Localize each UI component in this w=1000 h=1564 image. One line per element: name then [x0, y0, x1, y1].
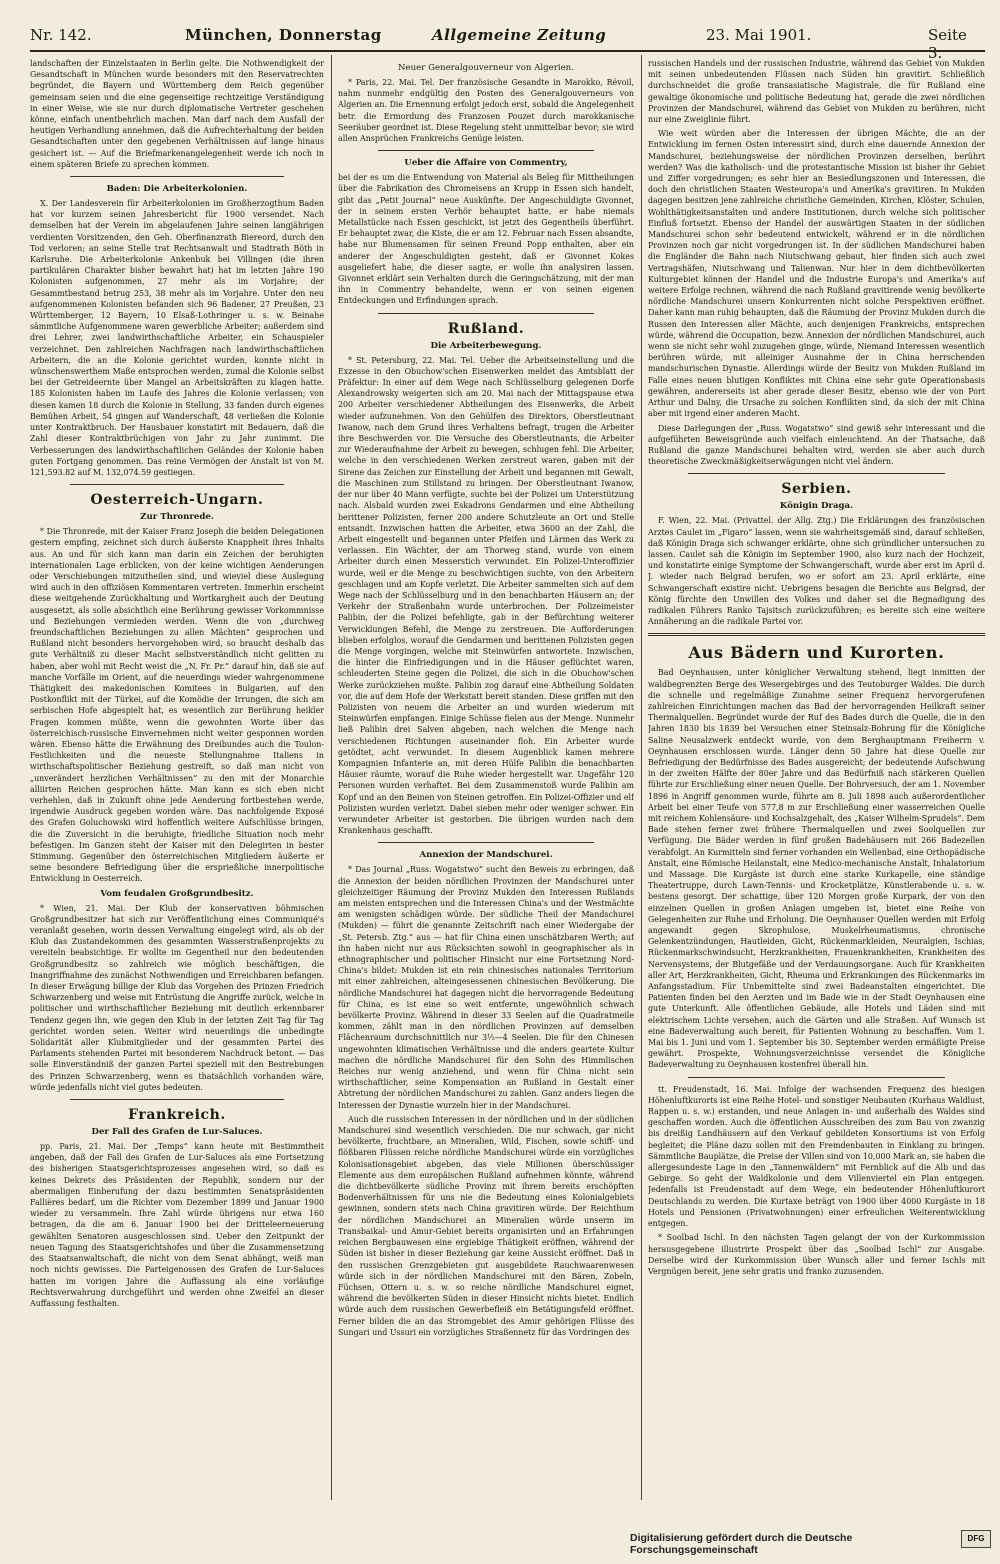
- article-subheading: Vom feudalen Großgrundbesitz.: [100, 888, 254, 899]
- divider: [378, 842, 594, 843]
- digitization-credit: Digitalisierung gefördert durch die Deutsche Forschungsgemeinschaft: [630, 1532, 853, 1556]
- column-divider: [641, 55, 642, 1500]
- article-paragraph: Diese Darlegungen der „Russ. Wogatstwo“ sind gewiß sehr interessant und die aufgeführten Beweisgründe auch vielfach einleuchtend. An der Thatsache, daß Rußland die ganze Mandschurei behalten wird, werden sie aber auch durch theoretische Zweckmäßigkeitserwägungen nicht viel ändern.: [648, 423, 985, 467]
- article-paragraph: Auch die russischen Interessen in der nördlichen und in der südlichen Mandschurei sind wesentlich verschieden. Die nur schwach, gar nicht bevölkerte, fruchtbare, an Mineralien, Wild, Fischen, sowie schiff- und flößbaren Flüssen reiche nördliche Mandschurei würde ein vorzügliches Kolonisationsgebiet abgeben, das viele Millionen überschüssiger Elemente aus dem europäischen Rußland aufnehmen könnte, während die dichtbevölkerte südliche Provinz mit ihrem bereits erschöpften Bodenverhältnissen für uns nie die Bedeutung eines Kolonialgebiets gewinnen, sondern stets nach China gravitiren würde. Der Reichthum der nördlichen Mandschurei an Mineralien würde unserm im Transbaikal- und Amur-Gebiet bereits organisirten und an Erfahrungen reichen Bergbauwesen eine ergiebige Thätigkeit eröffnen, während der Süden ist bisher in dieser Beziehung gar keine Aussicht eröffnet. Daß in den russischen Grenzgebieten gut ausgebildete Rauchwaarenwesen würde sich in der nördlichen Mandschurei mit den Bären, Zobeln, Füchsen, Ottern u. s. w. so reiche nördliche Mandschurei eignet, während die bevölkerten Süden in dieser Hinsicht nichts bietet. Endlich würde auch dem russischen Gewerbefleiß ein Betätigungsfeld eröffnet. Ferner bilden die an das Stromgebiet des Amur gehörigen Flüsse des Sungari und Ussuri ein vorzügliches Straßennetz für das Vordringen des: [338, 1114, 634, 1337]
- article-heading: Ueber die Affaire von Commentry,: [404, 158, 568, 169]
- article-paragraph: landschaften der Einzelstaaten in Berlin gelte. Die Nothwendigkeit der Gesandtschaft in München wurde besonders mit den Reservatrechten begründet, die Bayern und Württemberg dem Reich gegenüber gemeinsam seien und die eine gegenseitige rechtzeitige Verständigung in einer Weise, wie sie nur durch diplomatische Vertreter geschehen könne, einfach unentbehrlich machen. Man darf nach dem Ausfall der heutigen Verhandlung annehmen, daß die Aufrechterhaltung der beiden Gesandtschaften unter den gegebenen Verhältnissen auf lange hinaus gesichert ist. — Auf die Briefmarkenangelegenheit werde ich noch in einem späteren Briefe zu sprechen kommen.: [30, 59, 324, 169]
- article-subheading: Königin Draga.: [779, 501, 854, 512]
- article-paragraph: * Das Journal „Russ. Wogatstwo“ sucht den Beweis zu erbringen, daß die Annexion der beiden nördlichen Provinzen der Mandschurei unter gleichzeitiger Räumung der Provinz Mukden den Interessen Rußlands am meisten entsprechen und die Interessen China's und der Westmächte am wenigsten schädigen würde. Der südliche Theil der Mandschurei (Mukden) — führt die genannte Zeitschrift nach einer Wiedergabe der „St. Petersb. Ztg.“ aus — hat für China einen unschätzbaren Werth; auf ihn haben nicht nur aus Rücksichten sowohl in geographischer als in ethnographischer und politischer Hinsicht nur eine Fortsetzung Nord-China's bildet: Mukden ist ein rein chinesisches nationales Territorium mit einer zahlreichen, alteingesessenen chinesischen Bevölkerung. Die nördliche Mandschurei hat dagegen nicht die hervorragende Bedeutung für China, es ist eine so weit entfernte, ungewöhnlich schwach bevölkerte Provinz. Während in dieser 33 Seelen auf die Quadratmeile kommen, zählt man in den nördlichen Provinzen auf demselben Flächenraum durchschnittlich nur 3½—4 Seelen. Die für den Chinesen ungewohnten klimatischen Verhältnisse und die anders geartete Kultur machen die nördliche Mandschurei für den Sohn des Himmlischen Reiches nur wenig anziehend, und wenn für China nicht sein wirthschaftlicher, seine Kompensation an Rußland in Gestalt einer Abtretung der nördlichen Mandschurei zu zahlen. Ganz anders liegen die Interessen der Dynastie wurzeln hier in der Mandschurei.: [338, 865, 634, 1110]
- article-paragraph: * Soolbad Ischl. In den nächsten Tagen gelangt der von der Kurkommission herausgegebene illustrirte Prospekt über das „Soolbad Ischl“ zur Ausgabe. Derselbe wird der Kurkommission über Wunsch aller und ferner Ischls mit Vergnügen bereit, jene sehr gratis und franko zuzusenden.: [648, 1233, 985, 1276]
- divider: [378, 313, 594, 314]
- divider: [378, 150, 594, 151]
- column-3: [648, 58, 985, 1498]
- article-paragraph: Bad Oeynhausen, unter königlicher Verwaltung stehend, liegt inmitten der waldbegrenzten Berge des Wesergebirges und des Teutoburger Waldes. Die durch die schnelle und regelmäßige Zunahme seiner Frequenz hervorgerufenen zahlreichen Einrichtungen machen das Bad der hervorragenden Heilkraft seiner Thermalquellen. Begründet wurde der Ruf des Bades durch die Quelle, die in den Jahren 1830 bis 1839 bei Versuchen einer Steinsalz-Bohrung für die Königliche Saline Neusalzwerk entdeckt wurde, von dem Berghauptmann Freiherrn v. Oeynhausen erschlossen wurde. Länger denn 50 Jahre hat diese Quelle zur Befriedigung der Bedürfnisse des Bades ausgereicht; der bedeutende Aufschwung in der zweiten Hälfte der 80er Jahre und das Bedürfniß nach stärkeren Quellen führte zur Erschließung einer neuen Quelle. Der Bohrversuch, der am 1. November 1896 in Angriff genommen wurde, führte am 8. Juli 1898 auch außerordentlicher Arbeit bei einer Teufe von 577,8 m zur Erschließung einer wasserreichen Quelle mit reichem Kohlensäure- und Kochsalzgehalt, des „Kaiser Wilhelm-Sprudels“. Dem Bade stehen ferner zwei frühere Thermalquellen und zwei Soolquellen zur Verfügung. Die Bäder werden in fünf großen Badehäusern mit 266 Badezellen verabfolgt. An Kurmitteln sind ferner vorhanden ein Wellenbad, eine Orthopädische Anstalt, eine Römische Heilanstalt, eine Medico-mechanische Anstalt, Inhalatorium und Massage. Die Kurgäste ist durch eine starke Kurkapelle, eine ständige Theatertruppe, durch Lawn-Tennis- und Krocketplätze, Künstlerabende u. s. w. bestens gesorgt. Der schattige, über 120 Morgen große Kurpark, der von den einzelnen Quellen in großen Anlagen umgeben ist, bietet eine Reihe von Gelegenheiten zur Ruhe und Erholung. Die Oeynhauser Quellen werden mit Erfolg angewandt gegen Skrophulose, Muskelrheumatismus, chronische Gelenkentzündungen, Hautleiden, Gicht, Rückenmarkleiden, Neuralgien, Ischias, Rückenmarkschwindsucht, Herzkrankheiten, Frauenkrankheiten, Krankheiten des Nervensystems, der Blutgefäße und der Verdauungsorgane. Auch für Krankheiten aller Art, Herzkrankheiten, Gicht, Rheuma und Erkrankungen des Rückenmarks im Anfangsstadium. Für Unbemittelte sind zwei Badeanstalten eingerichtet. Die Patienten finden bei den Aerzten und im Bade wie in der Stadt Oeynhausen eine gute Unterkunft. Alle öffentlichen Gebäude, alle Hotels und Läden sind mit elektrischem Lichte versehen, auch die Gärten und alle Straßen. Auf Wunsch ist eine Badeverwaltung auch bereit, für Patienten Wohnung zu beschaffen. Vom 1. Mai bis 1. Juni und vom 1. September bis 30. September werden ermäßigte Preise gewährt. Prospekte, Wohnungsverzeichnisse versendet die Königliche Badeverwaltung zu Oeynhausen kostenfrei überall hin.: [648, 668, 985, 1070]
- page-number: Seite 3.: [928, 26, 967, 62]
- newspaper-title: Allgemeine Zeitung: [432, 26, 607, 44]
- issue-number: Nr. 142.: [30, 26, 92, 44]
- section-heading-frankreich: Frankreich.: [128, 1107, 226, 1124]
- column-1: [30, 58, 324, 1498]
- article-subheading: Die Arbeiterbewegung.: [430, 340, 542, 351]
- article-subheading: Der Fall des Grafen de Lur-Saluces.: [91, 1127, 263, 1138]
- article-paragraph: * Wien, 21. Mai. Der Klub der konservativen böhmischen Großgrundbesitzer hat sich zur Veröffentlichung eines Communiqué's veranlaßt gesehen, worin dessen Verwaltung eingelegt wird, als ob der Klub das Zustandekommen des gesammten Wasserstraßenprojekts zu vereiteln beabsichtige. Er wollte im Gegentheil nur den bedeutenden Großgrundbesitz so zahlreich wie möglich beschäftigen, die Inangriffnahme des zunächst Nothwendigen und Erreichbaren befangen. In dieser Erwägung billige der Klub das Vorgehen des Prinzen Friedrich Schwarzenberg und weise mit Entrüstung die Angriffe zurück, welche in politischer und wirthschaftlicher Beziehung mit deutlich erkennbarer Tendenz gegen ihn, wie gegen den Klub in der letzten Zeit Tag für Tag gerichtet worden seien. Weiter wird neuerdings die unbedingte Solidarität aller Klubmitglieder und der gesammten Partei des Parlaments stehenden Partei mit besonderem Nachdruck betont. — Das solle Einverständniß der ganzen Partei speziell mit den Bestrebungen des Prinzen Schwarzenberg, wenn es thatsächlich vorhanden wäre, würde jedenfalls nicht viel gutes bedeuten.: [30, 903, 324, 1092]
- masthead: [30, 22, 985, 62]
- section-heading-serbien: Serbien.: [781, 481, 852, 498]
- article-paragraph: Wie weit würden aber die Interessen der übrigen Mächte, die an der Entwicklung im fernen Osten interessirt sind, durch eine dauernde Annexion der Mandschurei, beziehungsweise der nördlichen Provinzen derselben, berührt werden? Was die katholisch- und die protestantische Mission ist bisher ihr Gebiet und Ziffer vorgedrungen; es sehr hier an Besiedlungszonen und Interessen, die doch den christlichen Staaten Westeuropa's und Amerika's gravitiren. In Mukden dagegen besitzen jene zahlreiche christliche Gemeinden, Kirchen, Klöster, Schulen, Wohlthätigkeitsanstalten und andere Institutionen, durch welche sich politischer Einfluß fortsetzt. Ebenso der Handel der auswärtigen Staaten in der südlichen Mandschurei schon sehr bedeutend entwickelt, während er in die nördlichen Provinzen noch gar nicht vorgedrungen ist. In der südlichen Mandschurei haben die Engländer die Bahn nach Niutschwang gebaut, hier finden sich auch zwei Vertragshäfen, Niutschwang und Talienwan. Nur hier in dem dichtbevölkerten Kulturgebiet können der Handel und die Industrie Europa's und Amerika's auf weitere Erfolge rechnen, während die nach Rußland gravitirende wenig bevölkerte nördliche Mandschurei unsern Konkurrenten nicht solche Perspektiven eröffnet. Daher kann man ruhig behaupten, daß die Räumung der Provinz Mukden durch die Russen den Interessen aller Mächte, auch denjenigen Frankreichs, entsprechen würde, während die Occupation, bezw. Annexion der nördlichen Mandschurei, auch wenn sie nicht sehr wohl zuzugehen ginge, würde, Niemand Interessen wesentlich berühren würde, mit alleiniger Ausnahme der in China herrschenden mandschurischen Dynastie. Allerdings würde der Besitz von Mukden Rußland im Falle eines neuen blutigen Konfliktes mit China eine sehr gute Operationsbasis gewähren, andererseits ist aber gerade dieser Besitz, ebenso wie der von Port Arthur und Dalny, die Ursache zu solchen Konflikten sind, da sich der mit China aber mit irgend einer anderen Macht.: [648, 129, 985, 419]
- article-paragraph: F. Wien, 22. Mai. (Privattel. der Allg. Ztg.) Die Erklärungen des französischen Arztes Caulet im „Figaro“ lassen, wenn sie wahrheitsgemäß sind, darauf schließen, daß Königin Draga sich schwanger erklärte, ohne sich gründlicher untersuchen zu lassen. Caulet sah die Königin im September 1900, also kurz nach der Hochzeit, und konstatirte einige Symptome der Schwangerschaft, wurde aber erst im April d. J. wieder nach Belgrad berufen, wo er sofort am 23. April erklärte, eine Schwangerschaft existire nicht. Uebrigens besagen die Berichte aus Belgrad, der König fürchte den Unwillen des Volkes und daher sei die Begnadigung des radikalen Führers Ranko Tajsitsch zurückzuführen; es bereite sich eine weitere Annäherung an die radikale Partei vor.: [648, 516, 985, 627]
- article-paragraph: * Paris, 22. Mai. Tel. Der französische Gesandte in Marokko, Révoil, nahm nunmehr endgültig den Posten des Generalgouverneurs von Algerien an. Die Ernennung erfolgt jedoch erst, sobald die Angelegenheit betr. die Ermordung des Franzosen Pouzet durch marokkanische Seeräuber geordnet ist. Diese Regelung steht unmittelbar bevor; sie wird allen Ansprüchen Frankreichs Genüge leisten.: [338, 78, 634, 144]
- divider: [70, 176, 284, 177]
- divider: [70, 484, 284, 485]
- column-2: [338, 58, 634, 1498]
- column-divider: [331, 55, 332, 1500]
- article-heading: Baden: Die Arbeiterkolonien.: [106, 184, 248, 195]
- divider: [688, 1077, 945, 1078]
- divider: [688, 473, 945, 474]
- article-paragraph: bei der es um die Entwendung von Material als Beleg für Mittheilungen über die Fabrikation des Chromeisens an Krupp in Essen sich handelt, gibt das „Petit Journal“ neue Auskünfte. Der Angeschuldigte Givonnet, der in seinem ersten Verhör behauptet hatte, er habe niemals Metallstücke nach Essen geschickt, ist jetzt des Gegentheils überführt. Er behauptet zwar, die Kiste, die er am 12. Februar nach Essen absandte, habe nur Blumensamen für seinen Freund Popp enthalten, aber ein anderer der Angeschuldigten gesteht, daß er Givonnet Kokes ausgeliefert habe, die dieser sagte, er wolle ihn analysiren lassen. Givonnet erklärt sein Verhalten durch die Geringschätzung, mit der man ihn in Commentry behandelte, wenn er von seinen eigenen Entdeckungen und Erfindungen sprach.: [338, 173, 634, 306]
- article-paragraph: tt. Freudenstadt, 16. Mai. Infolge der wachsenden Frequenz des hiesigen Höhenluftkurorts ist eine Reihe Hotel- und sonstiger Neubauten (Kurhaus Waldlust, Rappen u. s. w.) erstanden, und neue Anlagen in- und außerhalb des Waldes sind geschaffen worden. Auch die öffentlichen Ausschreiben des zum Bau von zwanzig bis dreißig Landhäusern auf den Verkauf gebildeten Konsortiums ist von Erfolg begleitet; die Pläne dazu sollen mit den Fremdenbauten in Einklang zu bringen. Sämmtliche Bauplätze, die Preise der Villen sind von 10,000 Mark an, sie haben die allergesundeste Lage in den „Tannenwäldern“ mit Fernblick auf die Alb und das Gebirge. So geht der Waldkolonie und dem Villenviertel ein Plan entgegen. Jedenfalls ist Freudenstadt auf dem Wege, ein bedeutender Höhenluftkurort Deutschlands zu werden. Die Kurtaxe beträgt von 1900 über 4000 Kurgäste in 18 Hotels und Pensionen (Privatwohnungen) einer erfreulichen Weiterentwicklung entgegen.: [648, 1084, 985, 1229]
- section-heading-oesterreich: Oesterreich-Ungarn.: [90, 492, 264, 509]
- issue-date: 23. Mai 1901.: [706, 26, 812, 44]
- divider: [648, 633, 985, 636]
- section-heading-baeder: Aus Bädern und Kurorten.: [688, 643, 945, 663]
- article-paragraph: pp. Paris, 21. Mai. Der „Temps“ kann heute mit Bestimmtheit angeben, daß der Fall des Grafen de Lur-Saluces als eine Fortsetzung des bisherigen Staatsgerichtsprozesses angesehen wird, so daß es keines Dekrets des Präsidenten der Republik, sondern nur der abermaligen Einberufung der dazu bestimmten Senatspräsidenten Fallières bedarf, um die Richter vom Dezember 1899 und Januar 1900 wieder zu versammeln. Ihre Zahl würde übrigens nur etwa 160 betragen, da die am 6. Januar 1900 bei der Dritteleerneuerung gewählten Senatoren ausgeschlossen sind. Ueber den Zeitpunkt der neuen Tagung des Staatsgerichtshofes und über die Zusammensetzung des Staatsanwaltschaft, die nicht von dem Senat abhängt, weiß man noch nichts gewisses. Die Parteigenossen des Grafen de Lur-Saluces hatten im vorigen Jahre die Auffassung als eine vorläufige Rechtsverwahrung durchgeführt und werden ohne Zweifel an dieser Auffassung festhalten.: [30, 1142, 324, 1308]
- article-heading: Annexion der Mandschurei.: [419, 850, 553, 861]
- article-subheading: Zur Thronrede.: [140, 512, 214, 523]
- article-paragraph: X. Der Landesverein für Arbeiterkolonien im Großherzogthum Baden hat vor kurzem seinen Jahresbericht für 1900 versendet. Nach demselben hat der Verein im abgelaufenen Jahre seinen langjährigen verdienten Vorsitzenden, den Geh. Oberfinanzrath Biereord, durch den Tod verloren; an seine Stelle trat Rechtsanwalt und Stadtrath Böth in Karlsruhe. Die Arbeiterkolonie Ankenbuk bei Villingen (die ihren partikulären Charakter bisher bewahrt hat) hat im letzten Jahre 190 Kolonisten aufgenommen, 27 mehr als im Vorjahre; der Gesammtbestand betrug 253, 38 mehr als im Vorjahre. Unter den neu aufgenommenen Kolonisten befanden sich 96 Badener, 27 Preußen, 23 Württemberger, 12 Bayern, 10 Elsaß-Lothringer u. s. w. Beinahe sämmtliche Aufgenommene waren gewerbliche Arbeiter; außerdem sind drei Lehrer, zwei landwirthschaftliche Arbeiter, ein Schauspieler verzeichnet. Den zahlreichen Nachfragen nach landwirthschaftlichen Arbeitern, die an die Kolonie gerichtet wurden, konnte nicht in wünschenswerthem Maße entsprochen werden, zumal die Kolonie selbst bei der Getreideernte über Mangel an Arbeitskräften zu klagen hatte. 185 Kolonisten haben im Laufe des Jahres die Kolonie verlassen; von diesen kamen 18 durch die Kolonie in Stellung, 33 fanden durch eigenes Bemühen Arbeit, 54 gingen auf Wanderschaft, 48 verließen die Kolonie unter Kontraktbruch. Der Hausbauer konstatirt mit Bedauern, daß die Zahl dieser Kontraktbrüchigen von Jahr zu Jahr zunimmt. Die Verbesserungen des landwirthschaftlichen Geländes der Kolonie haben guten Fortgang genommen. Das reine Vermögen der Anstalt ist von M. 121,593.82 auf M. 132,074.59 gestiegen.: [30, 199, 324, 477]
- masthead-rule: [30, 50, 985, 52]
- article-paragraph: * Die Thronrede, mit der Kaiser Franz Joseph die beiden Delegationen gestern empfing, zeichnet sich durch äußerste Knappheit ihres Inhalts aus. An und für sich kann man darin ein Zeichen der beruhigten internationalen Lage erblicken, von der keine wichtigen Aenderungen oder Verschiebungen mitzutheilen sind, und wieviel diese Auslegung wird auch in den offiziösen Kommentaren vertreten. Immerhin erscheint diese weitgehende Zurückhaltung und Wortkargheit auch der Deutung ausgesetzt, als solle absichtlich eine Berührung gewisser Vorkommnisse und Beziehungen vermieden werden. Wenn die von „durchweg freundschaftlichen Beziehungen zu allen Mächten“ gesprochen und Rußland nicht besonders hervorgehoben wird, so braucht deshalb das gute Verhältniß zu dieser Macht selbstverständlich nicht gelitten zu haben, aber wohl mit Recht weist die „N. Fr. Pr.“ darauf hin, daß sie auf manche Vorfälle im Orient, auf die neuerdings wieder wahrgenommene Thätigkeit des makedonischen Komitees in Bulgarien, auf den Postkonflikt mit der Türkei, auf die Komödie der Irrungen, die sich am serbischen Hofe abgespielt hat, es wesentlich zur Berührung heikler Fragen kommen müßte, wenn die gewohnten Worte über das österreichisch-russische Einvernehmen nicht weiter gesponnen worden wären. Ebenso hätte die Erwähnung des Dreibundes auch die Toulon-Festlichkeiten und die neueste Stellungnahme Italiens in wirthschaftspolitischer Beziehung gestreift, so daß man nicht von „unverändert herzlichen Verhältnissen“ zu den mit der Monarchie alliirten Reichen gesprochen hätte. Man kann es sich eben nicht verhehlen, daß in Zukunft ohne jede Aenderung fortbestehen werde, irgendwie Ausdruck gegeben worden wäre. Das nachfolgende Exposé des Grafen Goluchowski wird hoffentlich weitere Aufschlüsse bringen, die die Zuversicht in die beruhigte, friedliche Situation noch mehr befestigen. Im Ganzen steht der Kaiser mit den Delegirten in bester Stimmung. Gegenüber den österreichischen Mitgliedern äußerte er seine besondere Befriedigung über die ersprießliche innerpolitische Entwicklung in Oesterreich.: [30, 527, 324, 884]
- section-heading-russland: Rußland.: [447, 320, 525, 337]
- article-heading: Neuer Generalgouverneur von Algerien.: [398, 63, 574, 73]
- article-paragraph: * St. Petersburg, 22. Mai. Tel. Ueber die Arbeitseinstellung und die Exzesse in den Obuchow'schen Eisenwerken meldet das Amtsblatt der Präfektur: In einer auf dem Wege nach Schlüsselburg gelegenen Dorfe Alexandrowsky weigerten sich am 20. Mai nach der Mittagspause etwa 200 Arbeiter verschiedener Abtheilungen des Eisenwerks, die Arbeit wieder aufzunehmen. Von den Gehülfen des Direktors, Oberstleutnant Iwanow, nach dem Grund ihres Verhaltens befragt, trugen die Arbeiter ihre Beschwerden vor. Die Versuche des Oberstleutnants, die Arbeiter zur Wiederaufnahme der Arbeit zu bewegen, schlugen fehl. Die Arbeiter, welche in den verschiedenen Werken zerstreut waren, gaben mit der Sirene das Zeichen zur Einstellung der Arbeit und begannen mit Gewalt, die Maschinen zum Stillstand zu bringen. Der Oberstleutnant Iwanow, der nur über 40 Mann verfügte, suchte bei der Polizei um Unterstützung nach. Alsbald wurden zwei Eskadrons Gendarmen und eine Abtheilung berittener Polizisten, ferner 200 andere Schutzleute an Ort und Stelle entsandt. Inzwischen hatten die Arbeiter, etwa 3600 an der Zahl, die Arbeit eingestellt und begannen unter Pfeifen und Lärmen das Werk zu verlassen. Ein Wächter, der am Thorweg stand, wurde von einem Arbeiter durch einen Messerstich verwundet. Ein Polizei-Unteroffizier wurde, weil er die Menge zu beschwichtigen suchte, von den Arbeitern geschlagen und am Kopfe verletzt. Die Arbeiter sammelten sich auf dem Wege nach der Schlüsselburg und in den benachbarten Häusern an; der Verkehr der Straßenbahn wurde unterbrochen. Der Polizeimeister Palibin, der die Polizei befehligte, gab in der Befürchtung weiterer Verwicklungen Befehl, die Menge zu zerstreuen. Die Aufforderungen blieben erfolglos, worauf die Gendarmen und berittenen Polizisten gegen die Menge vorgingen, welche mit Steinwürfen antwortete. Inzwischen, die hinter die Einfriedigungen und in die Häuser geflüchtet waren, schleuderten Steine gegen die Polizei, die sich in die Obuchow'schen Werke zurückziehen mußte. Palibin zog darauf eine Abtheilung Soldaten vor, die auf dem Hofe der Werkstatt bereit standen. Diese griffen mit den Polizisten von neuem die Arbeiter an und wurden wiederum mit Steinwürfen empfangen. Einige Schüsse fielen aus der Menge. Nunmehr ließ Palibin drei Salven abgeben, nach welchen die Menge nach verschiedenen Richtungen auseinander floh. Ein Arbeiter wurde getödtet, acht verwundet. In diesem Augenblick kamen mehrere Kompagnien Infanterie an, mit deren Hülfe Palibin die benachbarten Häuser räumte, worauf die Ruhe wieder hergestellt war. Ungefähr 120 Personen wurden verhaftet. Bei dem Zusammenstoß wurde Palibin am Kopf und an den Beinen von Steinen getroffen. Ein Polizei-Offizier und elf Polizisten wurden verletzt. Dabei sieben mehr oder weniger schwer. Ein verwundeter Arbeiter ist gestorben. Die übrigen wurden nach dem Krankenhaus geschafft.: [338, 355, 634, 836]
- article-paragraph: russischen Handels und der russischen Industrie, während das Gebiet von Mukden mit seinen unbedeutenden Flüssen nach Süden hin gravitirt. Schließlich durchschneidet die große transasiatische Magistrale, die für Rußland eine gewaltige ökonomische und politische Bedeutung hat, gerade die zwei nördlichen Provinzen der Mandschurei, während das Gebiet von Mukden zu berühren, nicht nur eine Zweiglinie führt.: [648, 59, 985, 125]
- city-day: München, Donnerstag: [185, 26, 382, 44]
- divider: [70, 1099, 284, 1100]
- dfg-logo: DFG: [961, 1530, 991, 1548]
